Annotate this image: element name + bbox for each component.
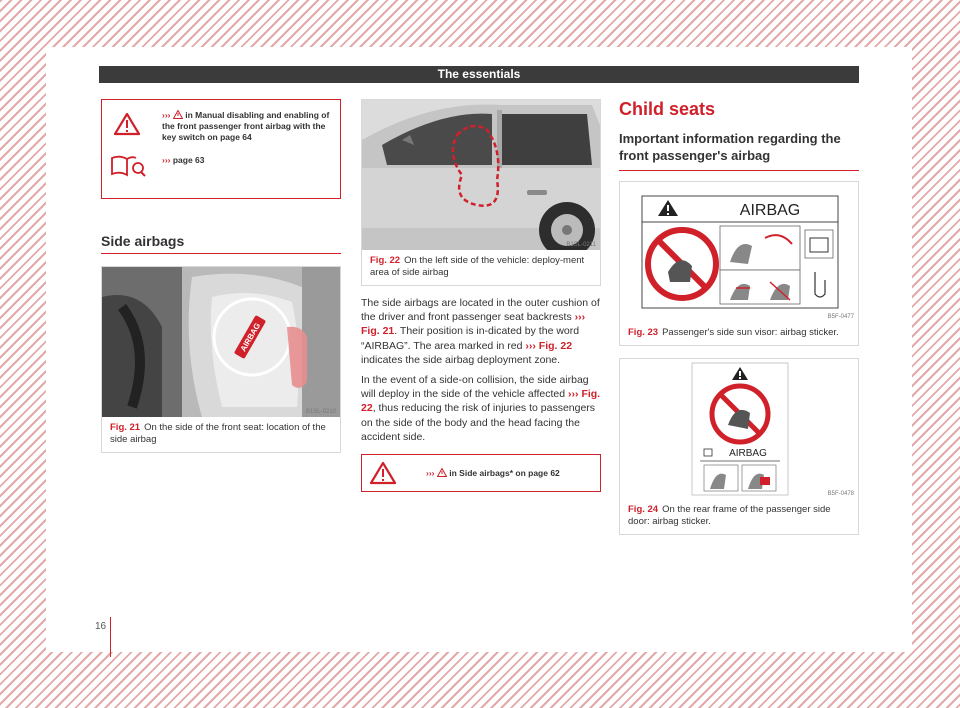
figure-23-caption: [620, 322, 858, 345]
page-reference-text[interactable]: page 63: [170, 155, 205, 165]
warning-text: [426, 468, 560, 479]
caption-text: On the left side of the vehicle: deploy-ment area of side airbag: [370, 255, 585, 278]
warning-box: [361, 454, 601, 492]
figure-24-caption: [620, 499, 858, 534]
seat-airbag-label: AIRBAG: [238, 321, 263, 354]
figure-link[interactable]: ››› Fig. 21: [361, 311, 586, 338]
header-title: The essentials: [437, 67, 521, 81]
sticker-airbag-text: AIRBAG: [729, 448, 767, 459]
warning-icons: [106, 106, 162, 178]
figure-link[interactable]: ››› Fig. 22: [361, 388, 601, 415]
figure-link[interactable]: ››› Fig. 22: [525, 339, 573, 352]
warning-triangle-icon: [370, 461, 396, 485]
caption-text: On the rear frame of the passenger side door: airbag sticker.: [628, 504, 831, 527]
figure-code: B1SL-0210: [305, 409, 336, 415]
figure-number: Fig. 24: [628, 504, 659, 515]
figure-23-image: [620, 182, 858, 322]
text-run: . Their position is in-dicated by the word “AIRBAG”. The area marked in red: [361, 325, 580, 352]
figure-24: [619, 358, 859, 535]
arrow-glyphs: ›››: [162, 110, 171, 120]
sticker-airbag-text: AIRBAG: [739, 202, 801, 219]
section-title-side-airbags: Side airbags: [101, 233, 341, 254]
column-right: [619, 99, 859, 535]
warning-triangle-icon: [114, 112, 140, 136]
figure-code: B5F-0478: [827, 491, 854, 497]
caption-text: On the side of the front seat: location of the side airbag: [110, 422, 326, 445]
figure-code: B5F-0477: [827, 314, 854, 320]
figure-21-image: [102, 267, 340, 417]
warning-box: [101, 99, 341, 199]
airbag-sticker-door: [620, 359, 858, 499]
warning-icons: [362, 461, 418, 485]
column-middle: [361, 99, 601, 492]
figure-22-image: [362, 100, 600, 250]
figure-22: [361, 99, 601, 286]
section-title-child-seats: Child seats: [619, 99, 716, 119]
text-run: The side airbags are located in the outer cushion of the driver and front passenger seat backrests: [361, 297, 600, 324]
text-run: indicates the side airbag deployment zone.: [361, 353, 561, 366]
caption-text: Passenger's side sun visor: airbag sticker.: [662, 327, 839, 338]
column-left: [101, 99, 341, 453]
figure-23: [619, 181, 859, 346]
figure-24-image: [620, 359, 858, 499]
figure-22-caption: [362, 250, 600, 285]
manual-book-icon: [110, 154, 146, 178]
figure-code: B1SL-0211: [566, 242, 596, 248]
page-number: 16: [95, 617, 111, 657]
paragraph-1: [361, 296, 601, 367]
paragraph-2: [361, 373, 601, 444]
page-header: [99, 66, 859, 83]
car-side-photo: [362, 100, 600, 250]
figure-number: Fig. 21: [110, 422, 141, 433]
manual-page: [46, 47, 912, 652]
warning-line-2: [162, 155, 336, 166]
arrow-glyphs: ›››: [162, 155, 171, 165]
figure-21: [101, 266, 341, 453]
text-run: In the event of a side-on collision, the side airbag will deploy in the side of the vehicle affected: [361, 374, 589, 401]
warning-text: [162, 106, 336, 166]
subsection-title: Important information regarding the front passenger's airbag: [619, 130, 859, 171]
small-warning-icon: [437, 468, 447, 477]
figure-number: Fig. 23: [628, 327, 659, 338]
text-run: , thus reducing the risk of injuries to passengers on the side of the body and the head facing the accident side.: [361, 402, 596, 443]
figure-number: Fig. 22: [370, 255, 401, 266]
warning-reference-text[interactable]: in Manual disabling and enabling of the front passenger front airbag with the key switch on page 64: [162, 110, 330, 142]
figure-21-caption: [102, 417, 340, 452]
warning-reference-text[interactable]: in Side airbags* on page 62: [449, 467, 560, 478]
warning-line-1: [162, 110, 336, 143]
body-text: [361, 296, 601, 444]
small-warning-icon: [173, 110, 183, 119]
airbag-sticker-visor: [620, 182, 858, 322]
arrow-glyphs: ›››: [426, 467, 435, 478]
seat-photo: [102, 267, 340, 417]
